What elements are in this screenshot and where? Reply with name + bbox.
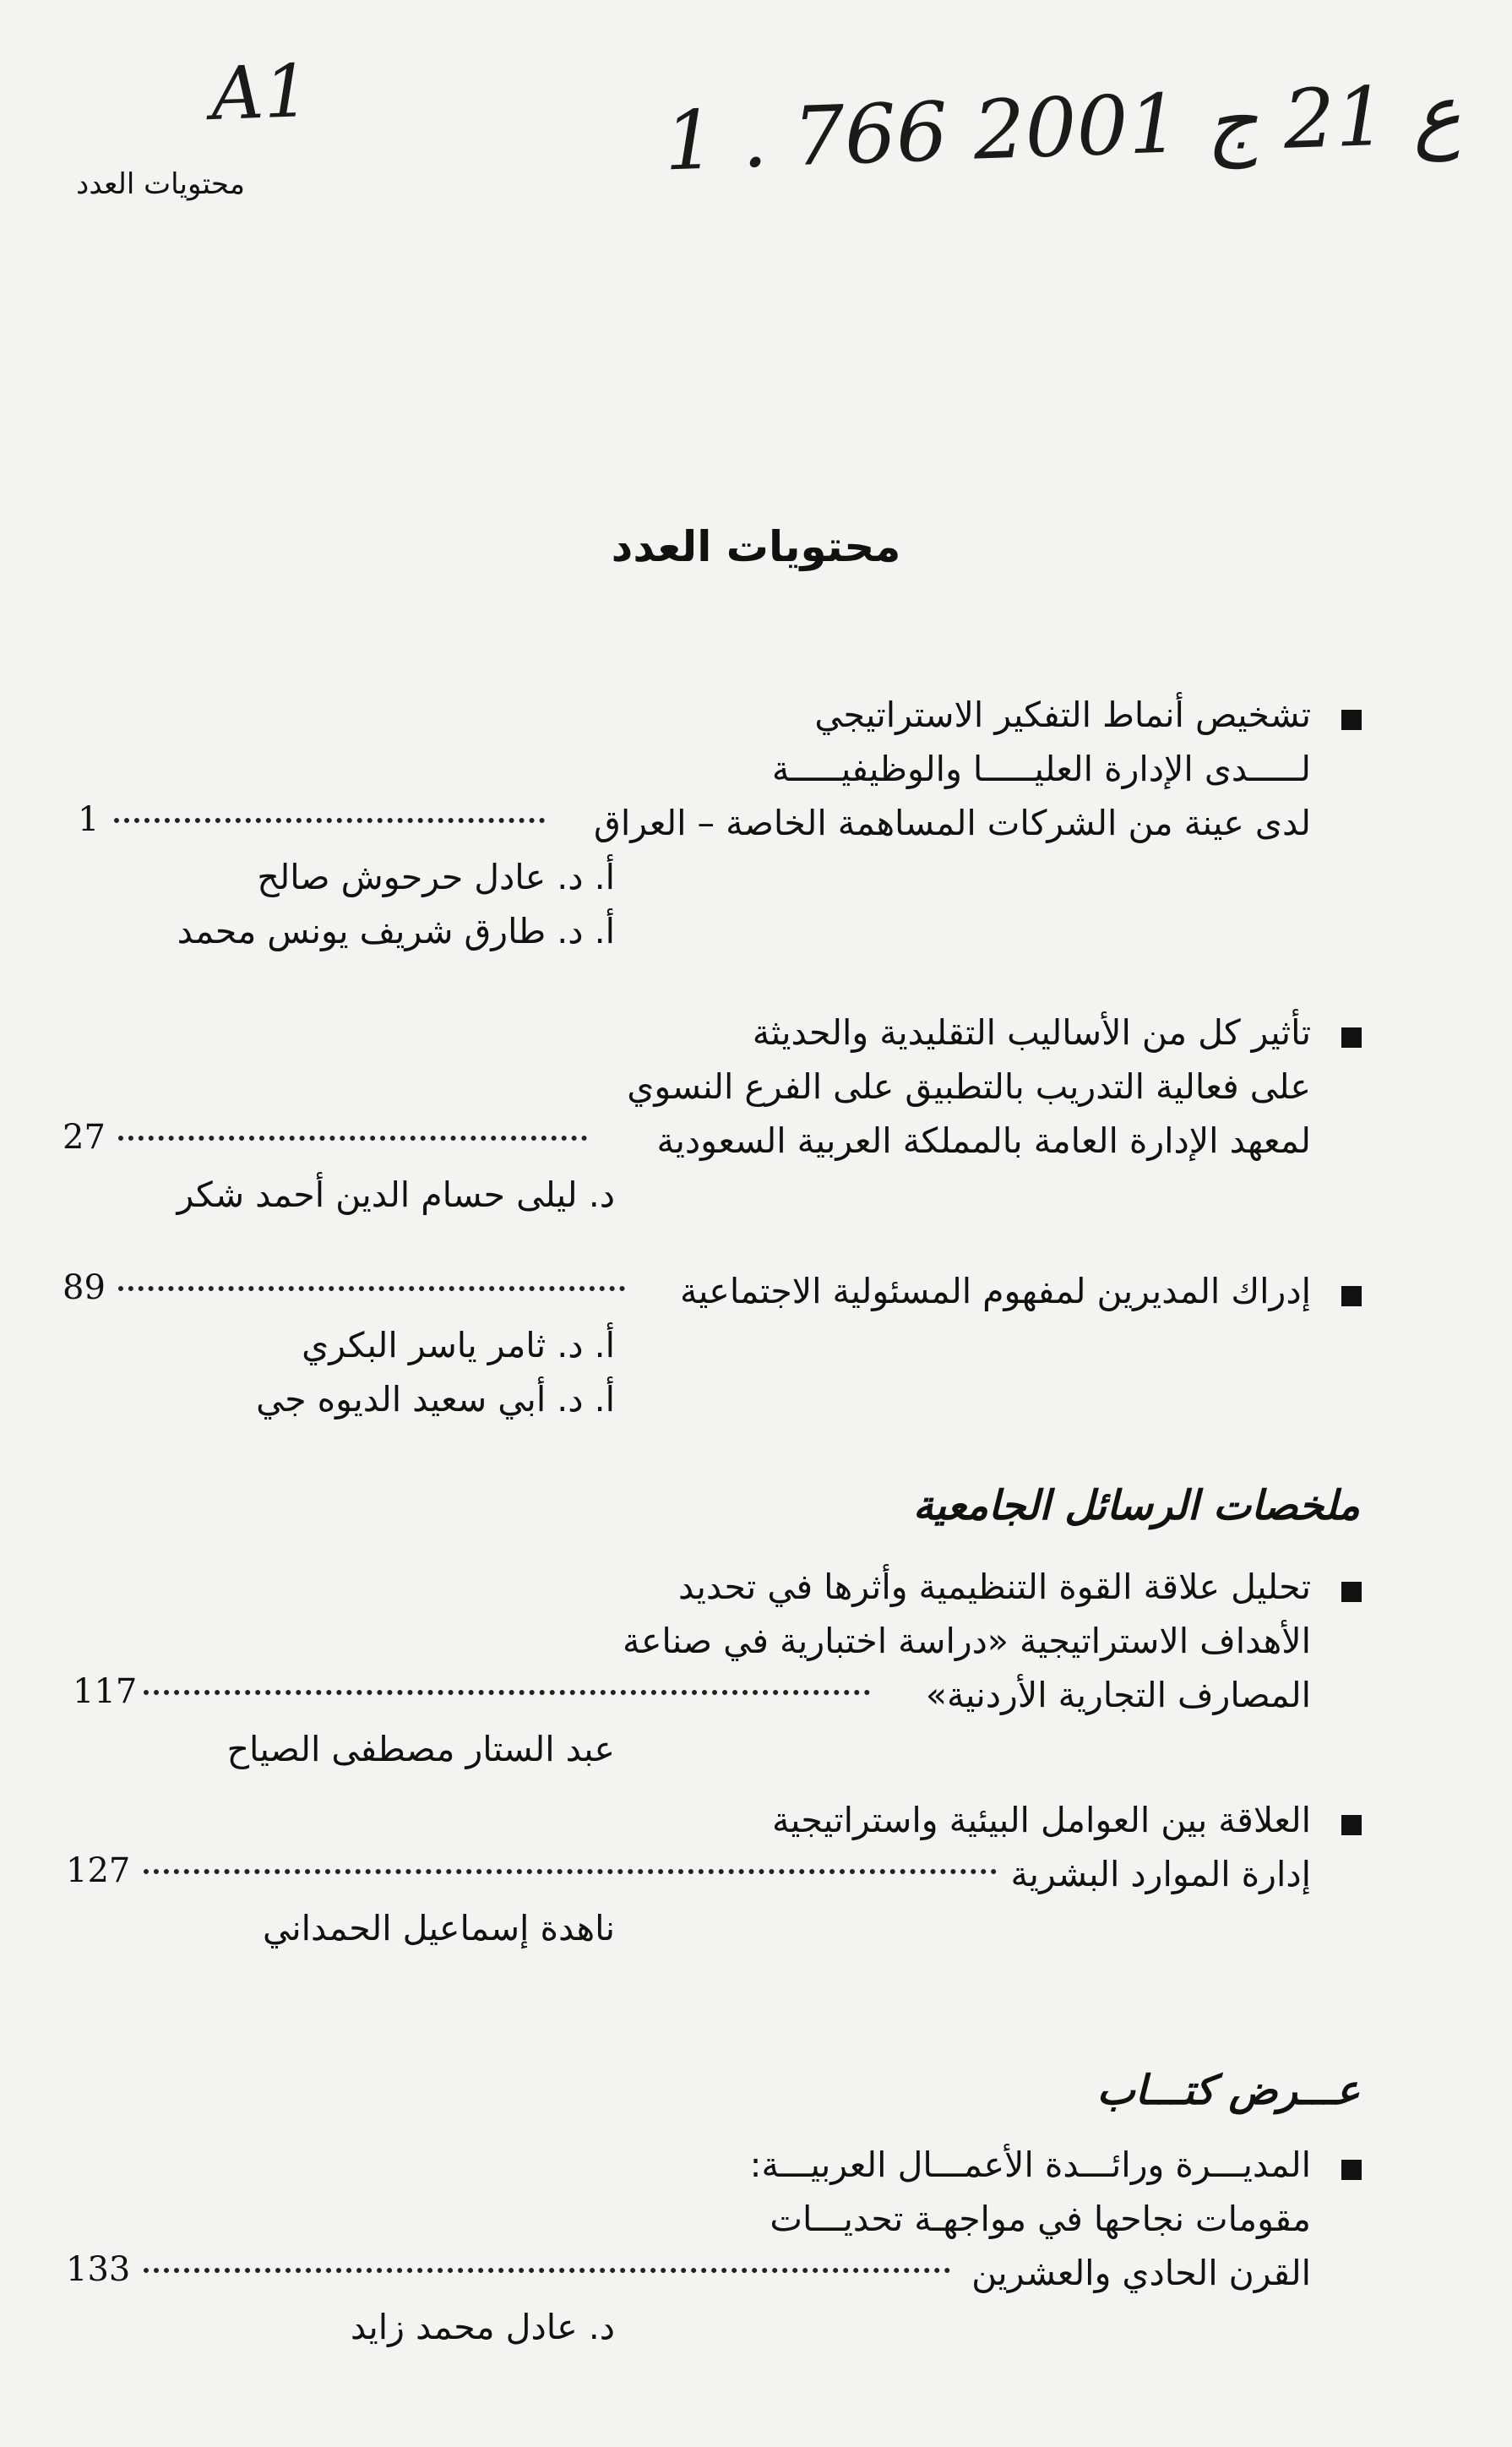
entry-title-line: القرن الحادي والعشرين: [971, 2253, 1311, 2293]
page-number: 1: [78, 800, 100, 839]
square-bullet-icon: [1341, 2160, 1362, 2180]
entry-title-line: الأهداف الاستراتيجية «دراسة اختبارية في صناعة: [622, 1621, 1311, 1661]
square-bullet-icon: [1341, 1582, 1362, 1602]
entry-title-line: المصارف التجارية الأردنية»: [925, 1675, 1311, 1715]
entry-title-line: مقومات نجاحها في مواجهـة تحديـــات: [770, 2199, 1311, 2239]
handwritten-note-right: 1 . ع 21 ج 2001 766: [662, 66, 1463, 189]
page-title: محتويات العدد: [611, 522, 901, 571]
entry-author: أ. د. أبي سعيد الديوه جي: [256, 1379, 615, 1420]
entry-author: د. ليلى حسام الدين أحمد شكر: [177, 1174, 615, 1215]
dot-leader: [118, 1278, 625, 1291]
dot-leader: [114, 809, 545, 823]
dot-leader: [144, 1681, 870, 1695]
entry-title-line: لـــــدى الإدارة العليـــــا والوظيفيـــــة: [771, 749, 1311, 789]
entry-title-line: إدراك المديرين لمفهوم المسئولية الاجتماعية: [680, 1271, 1311, 1311]
square-bullet-icon: [1341, 1286, 1362, 1306]
entry-author: أ. د. عادل حرحوش صالح: [257, 857, 615, 897]
entry-title-line: على فعالية التدريب بالتطبيق على الفرع النسوي: [627, 1066, 1311, 1107]
entry-title-line: العلاقة بين العوامل البيئية واستراتيجية: [772, 1800, 1311, 1840]
entry-title-line: لدى عينة من الشركات المساهمة الخاصة – العراق: [594, 803, 1311, 843]
entry-title-line: إدارة الموارد البشرية: [1010, 1854, 1311, 1894]
page-number: 133: [66, 2250, 131, 2289]
entry-title-line: تشخيص أنماط التفكير الاستراتيجي: [814, 695, 1311, 735]
entry-title-line: لمعهد الإدارة العامة بالمملكة العربية السعودية: [656, 1120, 1311, 1161]
entry-author: عبد الستار مصطفى الصياح: [226, 1729, 615, 1769]
dot-leader: [144, 1861, 997, 1874]
square-bullet-icon: [1341, 1815, 1362, 1835]
entry-author: أ. د. ثامر ياسر البكري: [302, 1325, 615, 1365]
entry-author: د. عادل محمد زايد: [350, 2307, 615, 2347]
dot-leader: [118, 1127, 587, 1141]
entry-title-line: المديـــرة ورائـــدة الأعمـــال العربيـــة:: [749, 2145, 1311, 2185]
square-bullet-icon: [1341, 710, 1362, 730]
entry-title-line: تحليل علاقة القوة التنظيمية وأثرها في تحديد: [678, 1567, 1311, 1607]
section-title-book-review: عـــرض كتـــاب: [1096, 2067, 1360, 2114]
running-head: محتويات العدد: [76, 167, 245, 201]
handwritten-note-left: A1: [209, 48, 312, 138]
page-number: 27: [63, 1118, 106, 1157]
section-title-theses: ملخصات الرسائل الجامعية: [912, 1482, 1360, 1529]
square-bullet-icon: [1341, 1027, 1362, 1048]
page-number: 127: [66, 1851, 131, 1890]
page-number: 117: [73, 1672, 138, 1711]
entry-title-line: تأثير كل من الأساليب التقليدية والحديثة: [752, 1012, 1311, 1053]
page-number: 89: [63, 1268, 106, 1307]
dot-leader: [144, 2259, 950, 2273]
entry-author: ناهدة إسماعيل الحمداني: [263, 1908, 615, 1948]
entry-author: أ. د. طارق شريف يونس محمد: [177, 911, 615, 951]
